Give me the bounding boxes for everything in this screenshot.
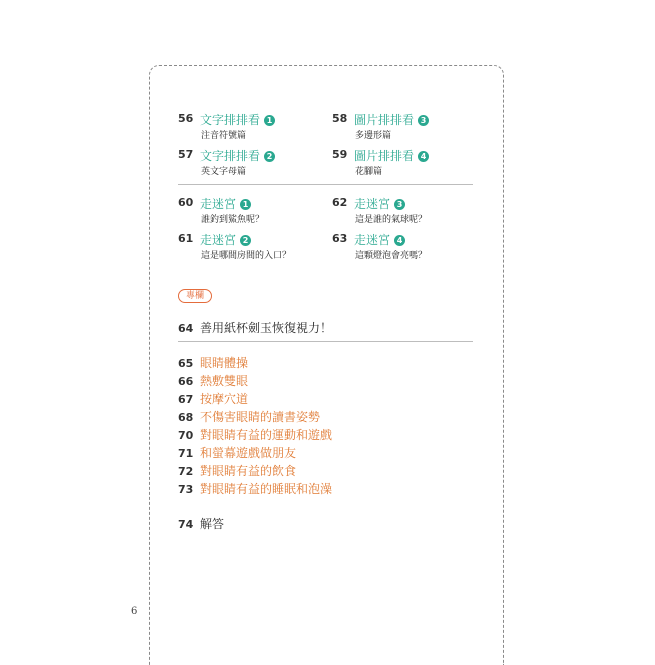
entry-number: 60 [178, 196, 194, 209]
entry-title: 眼睛體操 [200, 356, 249, 370]
number-badge-icon: 3 [418, 115, 429, 126]
entry-title: 圖片排排看 3 [354, 111, 429, 128]
entry-title: 和螢幕遊戲做朋友 [200, 446, 297, 460]
entry-subtitle: 英文字母篇 [201, 167, 247, 177]
entry-title: 熱敷雙眼 [200, 374, 249, 388]
entry-number: 72 [178, 465, 194, 478]
toc-entry-67[interactable] [178, 388, 248, 407]
toc-entry-74[interactable] [178, 513, 224, 532]
number-badge-icon: 3 [394, 199, 405, 210]
toc-entry-64[interactable] [178, 317, 332, 336]
toc-entry-65[interactable] [178, 352, 248, 371]
number-badge-icon: 1 [264, 115, 275, 126]
entry-title: 走迷宮 1 [200, 195, 251, 212]
toc-entry-66[interactable] [178, 370, 248, 389]
entry-number: 57 [178, 148, 194, 161]
toc-entry-73[interactable] [178, 478, 332, 497]
toc-entry-71[interactable] [178, 442, 296, 461]
number-badge-icon: 2 [264, 151, 275, 162]
entry-title: 文字排排看 2 [200, 147, 275, 164]
toc-entry-70[interactable] [178, 424, 332, 443]
entry-title: 對眼睛有益的運動和遊戲 [200, 428, 333, 442]
number-badge-icon: 1 [240, 199, 251, 210]
entry-subtitle: 這是哪間房間的入口？ [201, 251, 292, 261]
entry-title: 走迷宮 3 [354, 195, 405, 212]
entry-number: 61 [178, 232, 194, 245]
entry-number: 68 [178, 411, 194, 424]
entry-title: 善用紙杯劍玉恢復視力！ [200, 321, 333, 335]
entry-subtitle: 誰釣到鯊魚呢？ [201, 215, 265, 225]
entry-title: 對眼睛有益的睡眠和泡澡 [200, 482, 333, 496]
entry-subtitle: 注音符號篇 [201, 131, 247, 141]
entry-number: 65 [178, 357, 194, 370]
entry-number: 74 [178, 518, 194, 531]
column-tag: 專欄 [178, 289, 212, 303]
toc-entry-68[interactable] [178, 406, 320, 425]
entry-subtitle: 這是誰的氣球呢？ [355, 215, 428, 225]
entry-number: 70 [178, 429, 194, 442]
number-badge-icon: 4 [418, 151, 429, 162]
section-divider [178, 341, 473, 342]
entry-number: 63 [332, 232, 348, 245]
entry-number: 64 [178, 322, 194, 335]
entry-number: 62 [332, 196, 348, 209]
section-divider [178, 184, 473, 185]
entry-number: 59 [332, 148, 348, 161]
entry-title: 走迷宮 4 [354, 231, 405, 248]
entry-number: 58 [332, 112, 348, 125]
number-badge-icon: 2 [240, 235, 251, 246]
entry-title: 圖片排排看 4 [354, 147, 429, 164]
toc-entry-72[interactable] [178, 460, 296, 479]
entry-title: 不傷害眼睛的讀書姿勢 [200, 410, 321, 424]
entry-subtitle: 多邊形篇 [355, 131, 392, 141]
entry-subtitle: 這顆燈泡會亮嗎？ [355, 251, 428, 261]
entry-title: 走迷宮 2 [200, 231, 251, 248]
entry-title: 對眼睛有益的飲食 [200, 464, 297, 478]
entry-number: 56 [178, 112, 194, 125]
entry-title: 文字排排看 1 [200, 111, 275, 128]
entry-title: 解答 [200, 517, 225, 531]
entry-number: 67 [178, 393, 194, 406]
entry-subtitle: 花腳篇 [355, 167, 383, 177]
number-badge-icon: 4 [394, 235, 405, 246]
entry-number: 73 [178, 483, 194, 496]
page-number: 6 [131, 606, 138, 617]
entry-title: 按摩穴道 [200, 392, 249, 406]
entry-number: 66 [178, 375, 194, 388]
entry-number: 71 [178, 447, 194, 460]
